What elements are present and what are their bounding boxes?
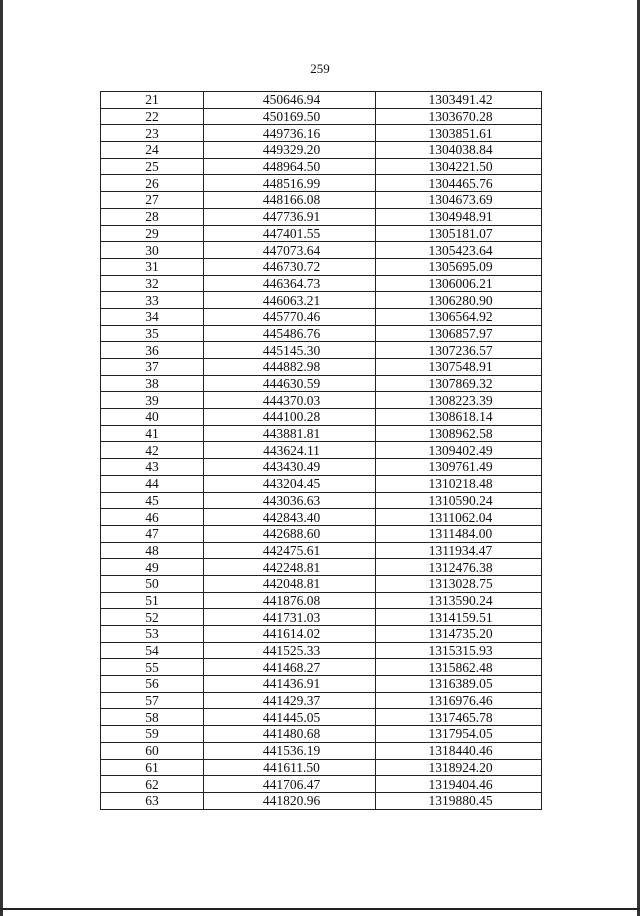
point-number-cell: 37	[101, 359, 204, 376]
x-coordinate-cell: 443430.49	[204, 459, 376, 476]
x-coordinate-cell: 446730.72	[204, 258, 376, 275]
x-coordinate-cell: 441820.96	[204, 792, 376, 809]
table-row	[101, 108, 542, 125]
y-coordinate-cell: 1312476.38	[376, 559, 542, 576]
point-number-cell: 40	[101, 409, 204, 426]
point-number-cell: 31	[101, 258, 204, 275]
point-number-cell: 46	[101, 509, 204, 526]
point-number-cell: 32	[101, 275, 204, 292]
table-row	[101, 792, 542, 809]
table-row	[101, 375, 542, 392]
point-number-cell: 43	[101, 459, 204, 476]
table-row	[101, 125, 542, 142]
y-coordinate-cell: 1311484.00	[376, 525, 542, 542]
point-number-cell: 45	[101, 492, 204, 509]
x-coordinate-cell: 448964.50	[204, 158, 376, 175]
table-row	[101, 525, 542, 542]
point-number-cell: 34	[101, 308, 204, 325]
x-coordinate-cell: 446364.73	[204, 275, 376, 292]
y-coordinate-cell: 1315315.93	[376, 642, 542, 659]
y-coordinate-cell: 1314159.51	[376, 609, 542, 626]
point-number-cell: 61	[101, 759, 204, 776]
y-coordinate-cell: 1307548.91	[376, 359, 542, 376]
table-row	[101, 659, 542, 676]
point-number-cell: 29	[101, 225, 204, 242]
point-number-cell: 48	[101, 542, 204, 559]
y-coordinate-cell: 1304038.84	[376, 142, 542, 159]
y-coordinate-cell: 1310590.24	[376, 492, 542, 509]
point-number-cell: 51	[101, 592, 204, 609]
y-coordinate-cell: 1319404.46	[376, 776, 542, 793]
y-coordinate-cell: 1315862.48	[376, 659, 542, 676]
table-row	[101, 392, 542, 409]
x-coordinate-cell: 442843.40	[204, 509, 376, 526]
x-coordinate-cell: 441445.05	[204, 709, 376, 726]
point-number-cell: 36	[101, 342, 204, 359]
y-coordinate-cell: 1319880.45	[376, 792, 542, 809]
y-coordinate-cell: 1313028.75	[376, 575, 542, 592]
x-coordinate-cell: 449329.20	[204, 142, 376, 159]
x-coordinate-cell: 441731.03	[204, 609, 376, 626]
table-row	[101, 726, 542, 743]
x-coordinate-cell: 442048.81	[204, 575, 376, 592]
table-row	[101, 475, 542, 492]
point-number-cell: 47	[101, 525, 204, 542]
y-coordinate-cell: 1309402.49	[376, 442, 542, 459]
table-row	[101, 342, 542, 359]
point-number-cell: 59	[101, 726, 204, 743]
table-row	[101, 258, 542, 275]
table-row	[101, 192, 542, 209]
y-coordinate-cell: 1311062.04	[376, 509, 542, 526]
point-number-cell: 62	[101, 776, 204, 793]
page-number: 259	[310, 61, 330, 76]
x-coordinate-cell: 447736.91	[204, 208, 376, 225]
table-row	[101, 575, 542, 592]
x-coordinate-cell: 441480.68	[204, 726, 376, 743]
y-coordinate-cell: 1303670.28	[376, 108, 542, 125]
table-row	[101, 142, 542, 159]
x-coordinate-cell: 441429.37	[204, 692, 376, 709]
scan-left-edge	[0, 0, 3, 916]
point-number-cell: 21	[101, 92, 204, 109]
x-coordinate-cell: 443204.45	[204, 475, 376, 492]
y-coordinate-cell: 1318924.20	[376, 759, 542, 776]
table-row	[101, 542, 542, 559]
x-coordinate-cell: 447073.64	[204, 242, 376, 259]
table-row	[101, 242, 542, 259]
y-coordinate-cell: 1305695.09	[376, 258, 542, 275]
y-coordinate-cell: 1308618.14	[376, 409, 542, 426]
point-number-cell: 25	[101, 158, 204, 175]
x-coordinate-cell: 444100.28	[204, 409, 376, 426]
y-coordinate-cell: 1317465.78	[376, 709, 542, 726]
x-coordinate-cell: 450169.50	[204, 108, 376, 125]
point-number-cell: 22	[101, 108, 204, 125]
y-coordinate-cell: 1313590.24	[376, 592, 542, 609]
y-coordinate-cell: 1304673.69	[376, 192, 542, 209]
table-row	[101, 175, 542, 192]
coordinate-table-body	[101, 92, 542, 810]
x-coordinate-cell: 441706.47	[204, 776, 376, 793]
y-coordinate-cell: 1304948.91	[376, 208, 542, 225]
y-coordinate-cell: 1306564.92	[376, 308, 542, 325]
point-number-cell: 33	[101, 292, 204, 309]
x-coordinate-cell: 441436.91	[204, 676, 376, 693]
point-number-cell: 27	[101, 192, 204, 209]
x-coordinate-cell: 450646.94	[204, 92, 376, 109]
x-coordinate-cell: 441525.33	[204, 642, 376, 659]
x-coordinate-cell: 442248.81	[204, 559, 376, 576]
x-coordinate-cell: 443624.11	[204, 442, 376, 459]
x-coordinate-cell: 442688.60	[204, 525, 376, 542]
y-coordinate-cell: 1303851.61	[376, 125, 542, 142]
coordinate-table-container	[100, 91, 541, 810]
point-number-cell: 35	[101, 325, 204, 342]
x-coordinate-cell: 446063.21	[204, 292, 376, 309]
x-coordinate-cell: 444630.59	[204, 375, 376, 392]
x-coordinate-cell: 445770.46	[204, 308, 376, 325]
table-row	[101, 425, 542, 442]
table-row	[101, 676, 542, 693]
table-row	[101, 459, 542, 476]
y-coordinate-cell: 1310218.48	[376, 475, 542, 492]
point-number-cell: 28	[101, 208, 204, 225]
y-coordinate-cell: 1309761.49	[376, 459, 542, 476]
point-number-cell: 44	[101, 475, 204, 492]
point-number-cell: 54	[101, 642, 204, 659]
y-coordinate-cell: 1305181.07	[376, 225, 542, 242]
point-number-cell: 42	[101, 442, 204, 459]
point-number-cell: 26	[101, 175, 204, 192]
y-coordinate-cell: 1314735.20	[376, 626, 542, 643]
table-row	[101, 409, 542, 426]
y-coordinate-cell: 1316976.46	[376, 692, 542, 709]
point-number-cell: 55	[101, 659, 204, 676]
point-number-cell: 58	[101, 709, 204, 726]
x-coordinate-cell: 445486.76	[204, 325, 376, 342]
point-number-cell: 57	[101, 692, 204, 709]
y-coordinate-cell: 1307236.57	[376, 342, 542, 359]
y-coordinate-cell: 1308962.58	[376, 425, 542, 442]
table-row	[101, 292, 542, 309]
x-coordinate-cell: 441611.50	[204, 759, 376, 776]
table-row	[101, 308, 542, 325]
table-row	[101, 642, 542, 659]
table-row	[101, 759, 542, 776]
point-number-cell: 23	[101, 125, 204, 142]
x-coordinate-cell: 441468.27	[204, 659, 376, 676]
table-row	[101, 492, 542, 509]
y-coordinate-cell: 1307869.32	[376, 375, 542, 392]
x-coordinate-cell: 441536.19	[204, 742, 376, 759]
y-coordinate-cell: 1304221.50	[376, 158, 542, 175]
table-row	[101, 225, 542, 242]
table-row	[101, 275, 542, 292]
x-coordinate-cell: 444370.03	[204, 392, 376, 409]
x-coordinate-cell: 444882.98	[204, 359, 376, 376]
table-row	[101, 709, 542, 726]
x-coordinate-cell: 448516.99	[204, 175, 376, 192]
point-number-cell: 38	[101, 375, 204, 392]
table-row	[101, 592, 542, 609]
y-coordinate-cell: 1304465.76	[376, 175, 542, 192]
table-row	[101, 742, 542, 759]
x-coordinate-cell: 442475.61	[204, 542, 376, 559]
point-number-cell: 49	[101, 559, 204, 576]
y-coordinate-cell: 1303491.42	[376, 92, 542, 109]
table-row	[101, 158, 542, 175]
point-number-cell: 41	[101, 425, 204, 442]
y-coordinate-cell: 1317954.05	[376, 726, 542, 743]
table-row	[101, 442, 542, 459]
y-coordinate-cell: 1316389.05	[376, 676, 542, 693]
y-coordinate-cell: 1306857.97	[376, 325, 542, 342]
point-number-cell: 50	[101, 575, 204, 592]
y-coordinate-cell: 1306280.90	[376, 292, 542, 309]
x-coordinate-cell: 445145.30	[204, 342, 376, 359]
table-row	[101, 609, 542, 626]
y-coordinate-cell: 1311934.47	[376, 542, 542, 559]
scan-bottom-edge	[0, 908, 640, 910]
y-coordinate-cell: 1318440.46	[376, 742, 542, 759]
y-coordinate-cell: 1308223.39	[376, 392, 542, 409]
coordinate-table	[100, 91, 542, 810]
table-row	[101, 626, 542, 643]
point-number-cell: 30	[101, 242, 204, 259]
point-number-cell: 56	[101, 676, 204, 693]
table-row	[101, 692, 542, 709]
x-coordinate-cell: 447401.55	[204, 225, 376, 242]
table-row	[101, 509, 542, 526]
x-coordinate-cell: 443036.63	[204, 492, 376, 509]
table-row	[101, 776, 542, 793]
point-number-cell: 60	[101, 742, 204, 759]
point-number-cell: 63	[101, 792, 204, 809]
point-number-cell: 53	[101, 626, 204, 643]
x-coordinate-cell: 441876.08	[204, 592, 376, 609]
point-number-cell: 52	[101, 609, 204, 626]
table-row	[101, 559, 542, 576]
point-number-cell: 24	[101, 142, 204, 159]
table-row	[101, 208, 542, 225]
x-coordinate-cell: 441614.02	[204, 626, 376, 643]
y-coordinate-cell: 1305423.64	[376, 242, 542, 259]
x-coordinate-cell: 449736.16	[204, 125, 376, 142]
table-row	[101, 359, 542, 376]
table-row	[101, 325, 542, 342]
x-coordinate-cell: 443881.81	[204, 425, 376, 442]
y-coordinate-cell: 1306006.21	[376, 275, 542, 292]
table-row	[101, 92, 542, 109]
point-number-cell: 39	[101, 392, 204, 409]
x-coordinate-cell: 448166.08	[204, 192, 376, 209]
